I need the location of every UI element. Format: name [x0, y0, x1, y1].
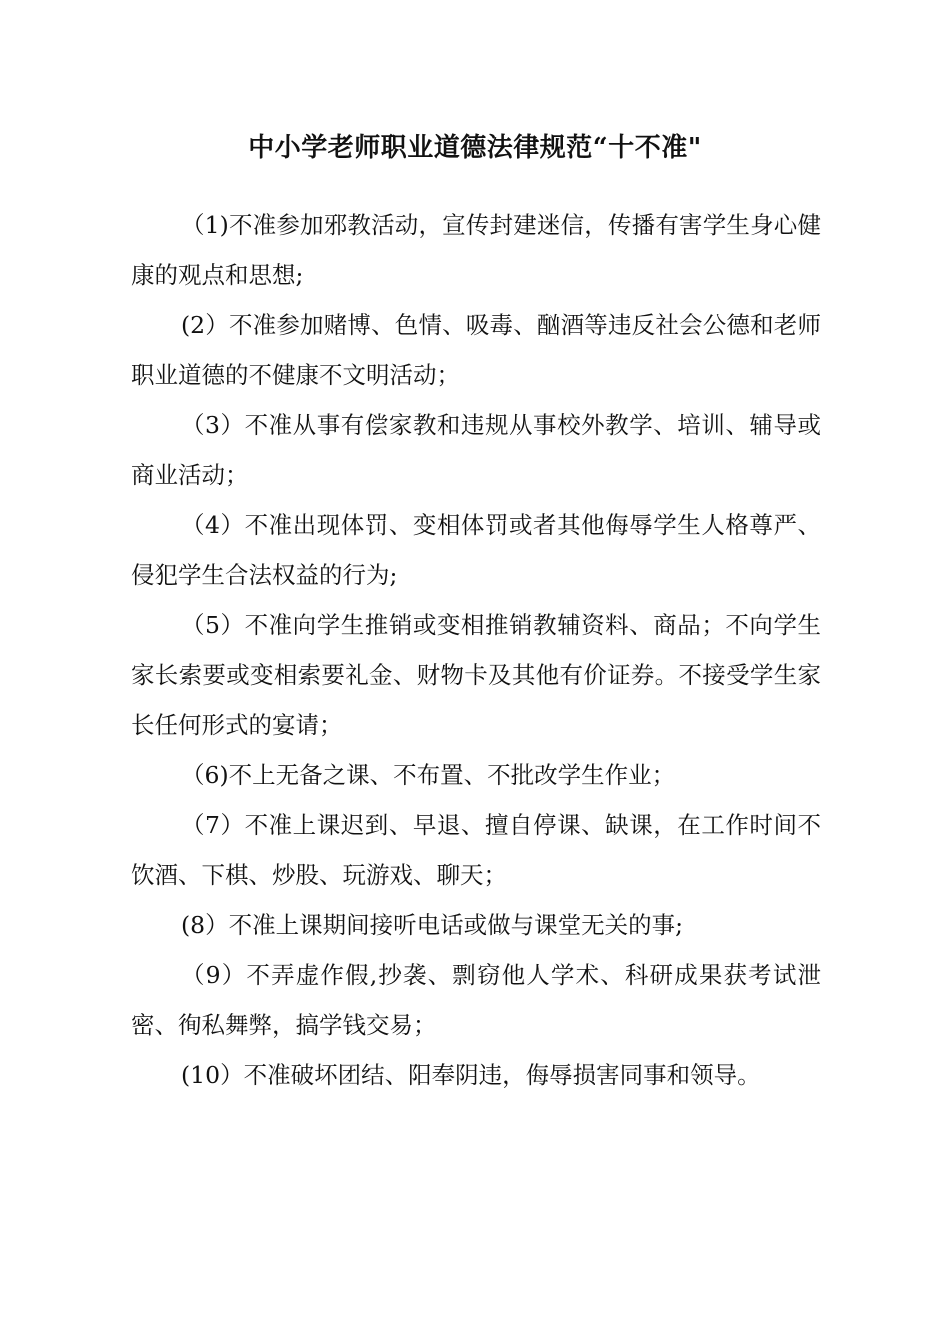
- rule-paragraph-5: （5）不准向学生推销或变相推销教辅资料、商品；不向学生家长索要或变相索要礼金、财物卡及其他有价证券。不接受学生家长任何形式的宴请；: [131, 611, 821, 739]
- rule-paragraph-10: (10）不准破坏团结、阳奉阴违，侮辱损害同事和领导。: [181, 1061, 761, 1089]
- rule-paragraph-6: （6)不上无备之课、不布置、不批改学生作业；: [181, 761, 676, 789]
- rule-paragraph-9: （9）不弄虚作假,抄袭、剽窃他人学术、科研成果获考试泄密、徇私舞弊，搞学钱交易；: [131, 961, 821, 1039]
- rule-paragraph-8: (8）不准上课期间接听电话或做与课堂无关的事;: [181, 911, 684, 939]
- document-body: [131, 200, 821, 1100]
- rule-paragraph-7: （7）不准上课迟到、早退、擅自停课、缺课，在工作时间不饮酒、下棋、炒股、玩游戏、聊天；: [131, 811, 821, 889]
- document-title: 中小学老师职业道德法律规范“十不准": [248, 133, 702, 163]
- rule-paragraph-3: （3）不准从事有偿家教和违规从事校外教学、培训、辅导或商业活动；: [131, 411, 821, 489]
- rule-paragraph-2: (2）不准参加赌博、色情、吸毒、酗酒等违反社会公德和老师职业道德的不健康不文明活动；: [131, 311, 821, 389]
- rule-paragraph-1: （1)不准参加邪教活动，宣传封建迷信，传播有害学生身心健康的观点和思想;: [131, 211, 821, 289]
- rule-paragraph-4: （4）不准出现体罚、变相体罚或者其他侮辱学生人格尊严、侵犯学生合法权益的行为;: [131, 511, 821, 589]
